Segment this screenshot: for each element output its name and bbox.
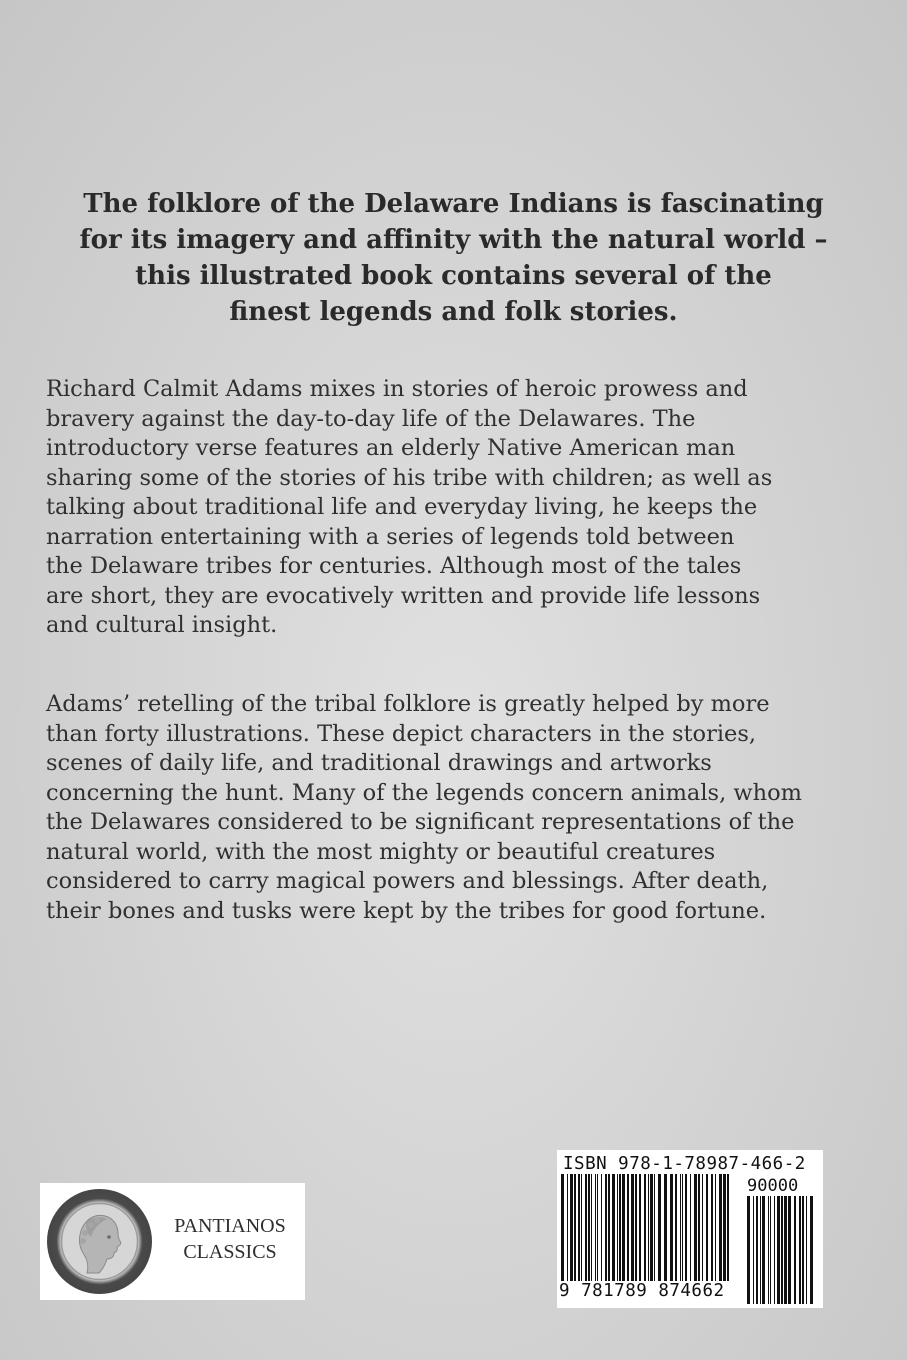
barcode-bar: [784, 1196, 787, 1304]
barcode-bar: [644, 1174, 646, 1284]
ean-bars: [561, 1174, 733, 1284]
ean-digits: 9 781789 874662: [559, 1281, 729, 1301]
barcode-bar: [567, 1174, 568, 1284]
barcode-bar: [806, 1196, 807, 1304]
barcode-bar: [650, 1174, 653, 1284]
barcode-bar: [753, 1196, 754, 1304]
barcode-bar: [619, 1174, 621, 1284]
barcode-bar: [658, 1174, 661, 1284]
paragraph-line: concerning the hunt. Many of the legends concern animals, whom: [46, 779, 803, 806]
barcode-bar: [706, 1174, 708, 1284]
barcode-bar: [727, 1174, 729, 1284]
barcode-bar: [702, 1174, 703, 1284]
barcode-bar: [574, 1174, 576, 1284]
paragraph-line: Richard Calmit Adams mixes in stories of heroic prowess and: [46, 376, 748, 402]
barcode-bar: [680, 1174, 681, 1284]
blurb-tagline: [40, 186, 867, 330]
barcode-bar: [654, 1174, 655, 1284]
barcode-bar: [664, 1174, 667, 1284]
barcode-bar: [802, 1196, 804, 1304]
paragraph-line: considered to carry magical powers and blessings. After death,: [46, 868, 769, 894]
publisher-line-2: CLASSICS: [183, 1241, 277, 1263]
tagline-line: this illustrated book contains several of the: [135, 261, 772, 291]
barcode-bar: [747, 1196, 750, 1304]
price-code: 90000: [747, 1176, 799, 1196]
addon-bars: [747, 1196, 817, 1304]
barcode-bar: [777, 1196, 780, 1304]
barcode-bar: [760, 1196, 761, 1304]
paragraph-line: their bones and tusks were kept by the tribes for good fortune.: [46, 897, 767, 924]
paragraph-line: talking about traditional life and everyday living, he keeps the: [46, 494, 758, 520]
barcode-bar: [675, 1174, 677, 1284]
isbn-text: ISBN 978-1-78987-466-2: [563, 1154, 806, 1174]
barcode-bar: [810, 1196, 813, 1304]
barcode-bar: [794, 1196, 796, 1304]
barcode-bar: [635, 1174, 637, 1284]
paragraph-line: introductory verse features an elderly Native American man: [46, 435, 736, 461]
barcode-bar: [774, 1196, 775, 1304]
barcode-bar: [601, 1174, 602, 1284]
barcode-bar: [631, 1174, 634, 1284]
barcode-bar: [605, 1174, 607, 1284]
barcode-bar: [690, 1174, 691, 1284]
barcode-bar: [561, 1174, 564, 1284]
barcode-bar: [694, 1174, 697, 1284]
barcode-bar: [588, 1174, 590, 1284]
barcode-bar: [770, 1196, 771, 1304]
barcode-bar: [648, 1174, 649, 1284]
barcode-bar: [682, 1174, 683, 1284]
coin-portrait-icon: [47, 1189, 152, 1294]
barcode-bar: [578, 1174, 580, 1284]
barcode-bar: [685, 1174, 687, 1284]
barcode-bar: [585, 1174, 587, 1284]
barcode-bar: [768, 1196, 769, 1304]
paragraph-line: Adams’ retelling of the tribal folklore is greatly helped by more: [46, 691, 770, 717]
paragraph-line: scenes of daily life, and traditional drawings and artworks: [46, 750, 712, 776]
publisher-logo: [40, 1183, 305, 1300]
barcode-bar: [639, 1174, 641, 1284]
barcode-bar: [719, 1174, 722, 1284]
barcode-bar: [788, 1196, 791, 1304]
barcode-bar: [591, 1174, 592, 1284]
barcode-bar: [762, 1196, 765, 1304]
barcode-bar: [627, 1174, 629, 1284]
barcode-bar: [698, 1174, 700, 1284]
barcode-bar: [799, 1196, 801, 1304]
paragraph-line: narration entertaining with a series of legends told between: [46, 523, 735, 550]
barcode-bar: [756, 1196, 758, 1304]
paragraph-line: sharing some of the stories of his tribe with children; as well as: [46, 464, 773, 491]
paragraph-line: bravery against the day-to-day life of the Delawares. The: [46, 405, 696, 432]
description-paragraph-2: [46, 690, 876, 926]
isbn-barcode: [557, 1150, 823, 1308]
barcode-bar: [715, 1174, 716, 1284]
barcode-bar: [608, 1174, 610, 1284]
tagline-line: The folklore of the Delaware Indians is fascinating: [83, 189, 824, 219]
barcode-bar: [622, 1174, 625, 1284]
paragraph-line: are short, they are evocatively written and provide life lessons: [46, 582, 761, 609]
publisher-name: [160, 1213, 300, 1265]
publisher-line-1: PANTIANOS: [174, 1215, 286, 1237]
paragraph-line: the Delaware tribes for centuries. Although most of the tales: [46, 553, 742, 579]
paragraph-line: natural world, with the most mighty or beautiful creatures: [46, 838, 716, 865]
paragraph-line: and cultural insight.: [46, 612, 278, 638]
barcode-bar: [570, 1174, 573, 1284]
barcode-bar: [670, 1174, 673, 1284]
barcode-bar: [617, 1174, 618, 1284]
barcode-bar: [581, 1174, 582, 1284]
barcode-bar: [612, 1174, 615, 1284]
barcode-bar: [597, 1174, 598, 1284]
paragraph-line: the Delawares considered to be significant representations of the: [46, 809, 795, 835]
tagline-line: finest legends and folk stories.: [229, 297, 678, 327]
barcode-bar: [595, 1174, 596, 1284]
description-paragraph-1: [46, 375, 876, 641]
barcode-bar: [723, 1174, 726, 1284]
paragraph-line: than forty illustrations. These depict characters in the stories,: [46, 720, 757, 747]
barcode-bar: [711, 1174, 713, 1284]
barcode-bar: [781, 1196, 783, 1304]
tagline-line: for its imagery and affinity with the natural world –: [79, 225, 828, 255]
